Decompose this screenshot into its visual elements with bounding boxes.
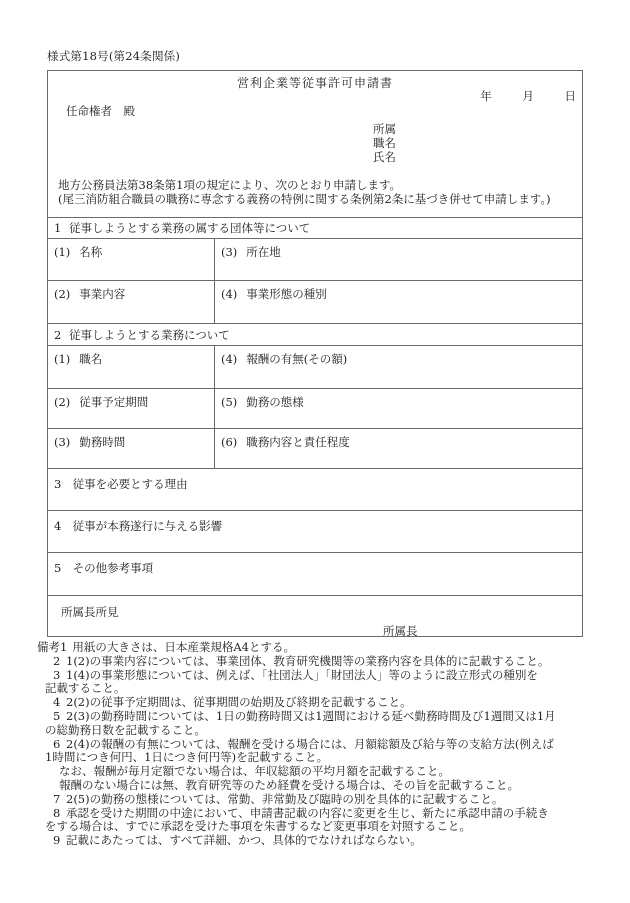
supervisor-opinion-row (48, 595, 582, 641)
note-item (37, 738, 593, 752)
section4-title: 従事が本務遂行に与える影響 (72, 519, 223, 533)
date-line (48, 90, 582, 103)
table-row (48, 280, 582, 323)
note-item (37, 793, 593, 807)
supervisor-signature-label: 所属長 (383, 624, 418, 638)
field-number: (4) (221, 287, 238, 301)
form-header-cell (48, 76, 582, 217)
section5-number: 5 (54, 561, 62, 575)
section1-title: 従事しようとする業務の属する団体等について (69, 221, 311, 235)
field-name-cell (48, 239, 215, 280)
section2-header (48, 323, 582, 345)
table-row (48, 345, 582, 388)
note-number: 1 (60, 640, 68, 654)
note-item (37, 710, 593, 724)
field-engagement-period-cell (48, 389, 215, 428)
note-text: の総勤務日数を記載すること。 (45, 722, 206, 737)
field-label: 職名 (79, 352, 103, 366)
note-text: 2(3)の勤務時間については、1日の勤務時間又は1週間における延べ勤務時間及び1週間又は1月 (66, 708, 556, 723)
section3-row (48, 468, 582, 510)
section5-title: その他参考事項 (72, 561, 154, 575)
section1-header (48, 217, 582, 238)
note-number: 9 (53, 833, 61, 848)
section2-title: 従事しようとする業務について (69, 327, 230, 342)
note-number: 3 (53, 667, 61, 682)
note-text: 2(2)の従事予定期間は、従事期間の始期及び終期を記載すること。 (66, 695, 412, 710)
note-text: 2(5)の勤務の態様については、常勤、非常勤及び臨時の別を具体的に記載すること。 (66, 791, 504, 806)
table-row (48, 238, 582, 280)
field-work-mode-cell (215, 389, 582, 428)
note-number: 5 (53, 708, 61, 723)
field-number: (6) (221, 435, 238, 449)
field-label: 事業形態の種別 (246, 287, 327, 301)
note-text: なお、報酬が毎月定額でない場合は、年収総額の平均月額を記載すること。 (59, 764, 450, 779)
note-number: 7 (53, 791, 61, 806)
addressee-label: 任命権者 殿 (66, 104, 135, 118)
position-label: 職名 (373, 136, 396, 150)
note-text: 1(2)の事業内容については、事業団体、教育研究機関等の業務内容を具体的に記載すること。 (66, 653, 550, 668)
field-job-title-cell (48, 346, 215, 388)
note-item (37, 641, 593, 655)
field-work-hours-cell (48, 429, 215, 468)
field-label: 従事予定期間 (79, 395, 149, 409)
field-label: 事業内容 (79, 287, 126, 301)
form-title: 営利企業等従事許可申請書 (236, 76, 393, 90)
note-text: 記載すること。 (45, 681, 126, 696)
section5-row (48, 552, 582, 595)
note-item (37, 807, 593, 821)
table-row (48, 388, 582, 428)
note-item (37, 655, 593, 669)
table-row (48, 428, 582, 468)
application-form-table (47, 70, 583, 637)
field-label: 報酬の有無(その額) (246, 352, 348, 366)
field-label: 名称 (79, 245, 103, 259)
note-item (37, 696, 593, 710)
note-number: 2 (53, 653, 61, 668)
field-location-cell (215, 239, 582, 280)
field-label: 勤務の態様 (246, 395, 304, 409)
section3-number: 3 (54, 477, 62, 491)
note-text: 報酬のない場合には無、教育研究等のため経費を受ける場合は、その旨を記載すること。 (59, 777, 519, 792)
field-label: 勤務時間 (79, 435, 126, 449)
note-number: 6 (53, 736, 61, 751)
applicant-block (373, 122, 582, 164)
preamble (58, 179, 582, 206)
name-label: 氏名 (373, 150, 396, 164)
note-item (37, 834, 593, 848)
note-text: 承認を受けた期間の中途において、申請書記載の内容に変更を生じ、新たに承認申請の手続き (66, 805, 549, 820)
field-business-content-cell (48, 281, 215, 323)
note-number: 4 (53, 695, 61, 710)
note-text: 記載にあたっては、すべて詳細、かつ、具体的でなければならない。 (66, 833, 422, 848)
field-number: (5) (221, 395, 238, 409)
note-text: 1(4)の事業形態については、例えば、「社団法人」「財団法人」等のように設立形式の種別を (66, 667, 538, 682)
field-duty-responsibility-cell (215, 429, 582, 468)
field-number: (4) (221, 352, 238, 366)
field-number: (1) (54, 352, 71, 366)
affiliation-label: 所属 (373, 122, 396, 136)
note-text: をする場合は、すでに承認を受けた事項を朱書するなど変更事項を対照すること。 (45, 819, 471, 834)
field-business-type-cell (215, 281, 582, 323)
note-text: 1時間につき何円、1日につき何円等)を記載すること。 (45, 750, 329, 765)
supervisor-opinion-label: 所属長所見 (61, 605, 119, 619)
section2-number: 2 (54, 327, 62, 342)
preamble-line-2: (尾三消防組合職員の職務に専念する義務の特例に関する条例第2条に基づき併せて申請します。) (58, 191, 551, 206)
day-label: 日 (564, 89, 576, 103)
remarks-label: 備考 (37, 640, 60, 654)
note-text: 用紙の大きさは、日本産業規格A4とする。 (72, 640, 295, 654)
field-number: (2) (54, 287, 71, 301)
preamble-line-1: 地方公務員法第38条第1項の規定により、次のとおり申請します。 (58, 178, 402, 192)
field-number: (3) (54, 435, 71, 449)
note-number: 8 (53, 805, 61, 820)
month-label: 月 (522, 89, 534, 103)
field-number: (3) (221, 245, 238, 259)
field-label: 職務内容と責任程度 (246, 435, 350, 449)
note-text: 2(4)の報酬の有無については、報酬を受ける場合には、月額総額及び給与等の支給方法(例えば (66, 736, 554, 751)
year-label: 年 (480, 89, 492, 103)
section4-number: 4 (54, 519, 62, 533)
field-number: (1) (54, 245, 71, 259)
remarks-block (37, 641, 593, 848)
section3-title: 従事を必要とする理由 (72, 477, 188, 491)
field-label: 所在地 (246, 245, 281, 259)
note-item (37, 669, 593, 683)
section4-row (48, 510, 582, 552)
field-remuneration-cell (215, 346, 582, 388)
section1-number: 1 (54, 221, 62, 235)
form-number-label: 様式第18号(第24条関係) (47, 49, 181, 63)
field-number: (2) (54, 395, 71, 409)
